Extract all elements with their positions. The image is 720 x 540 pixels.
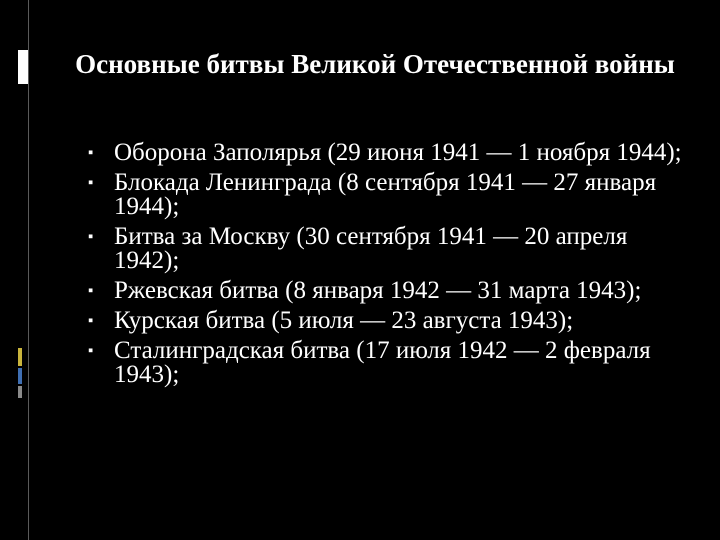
decorative-vertical-line — [28, 0, 29, 540]
bullet-text: Сталинградская битва (17 июля 1942 — 2 февраля 1943); — [114, 337, 651, 388]
slide-title: Основные битвы Великой Отечественной войны — [75, 49, 675, 79]
square-bullet-icon: ▪ — [88, 343, 94, 359]
bullet-item — [86, 309, 686, 333]
bullet-list — [86, 141, 686, 393]
square-bullet-icon: ▪ — [88, 175, 94, 191]
bullet-item — [86, 339, 686, 387]
bullet-item — [86, 141, 686, 165]
square-bullet-icon: ▪ — [88, 283, 94, 299]
square-bullet-icon: ▪ — [88, 145, 94, 161]
bullet-item — [86, 225, 686, 273]
decorative-gray-bar — [18, 386, 22, 398]
decorative-white-block — [18, 50, 28, 84]
square-bullet-icon: ▪ — [88, 313, 94, 329]
square-bullet-icon: ▪ — [88, 229, 94, 245]
bullet-text: Блокада Ленинграда (8 сентября 1941 — 27 января 1944); — [114, 169, 657, 220]
bullet-text: Ржевская битва (8 января 1942 — 31 марта 1943); — [114, 277, 642, 304]
decorative-blue-bar — [18, 368, 22, 384]
bullet-text: Битва за Москву (30 сентября 1941 — 20 апреля 1942); — [114, 223, 628, 274]
bullet-text: Курская битва (5 июля — 23 августа 1943); — [114, 307, 574, 334]
bullet-item — [86, 279, 686, 303]
bullet-text: Оборона Заполярья (29 июня 1941 — 1 ноября 1944); — [114, 139, 682, 166]
decorative-yellow-bar — [18, 348, 22, 366]
bullet-item — [86, 171, 686, 219]
